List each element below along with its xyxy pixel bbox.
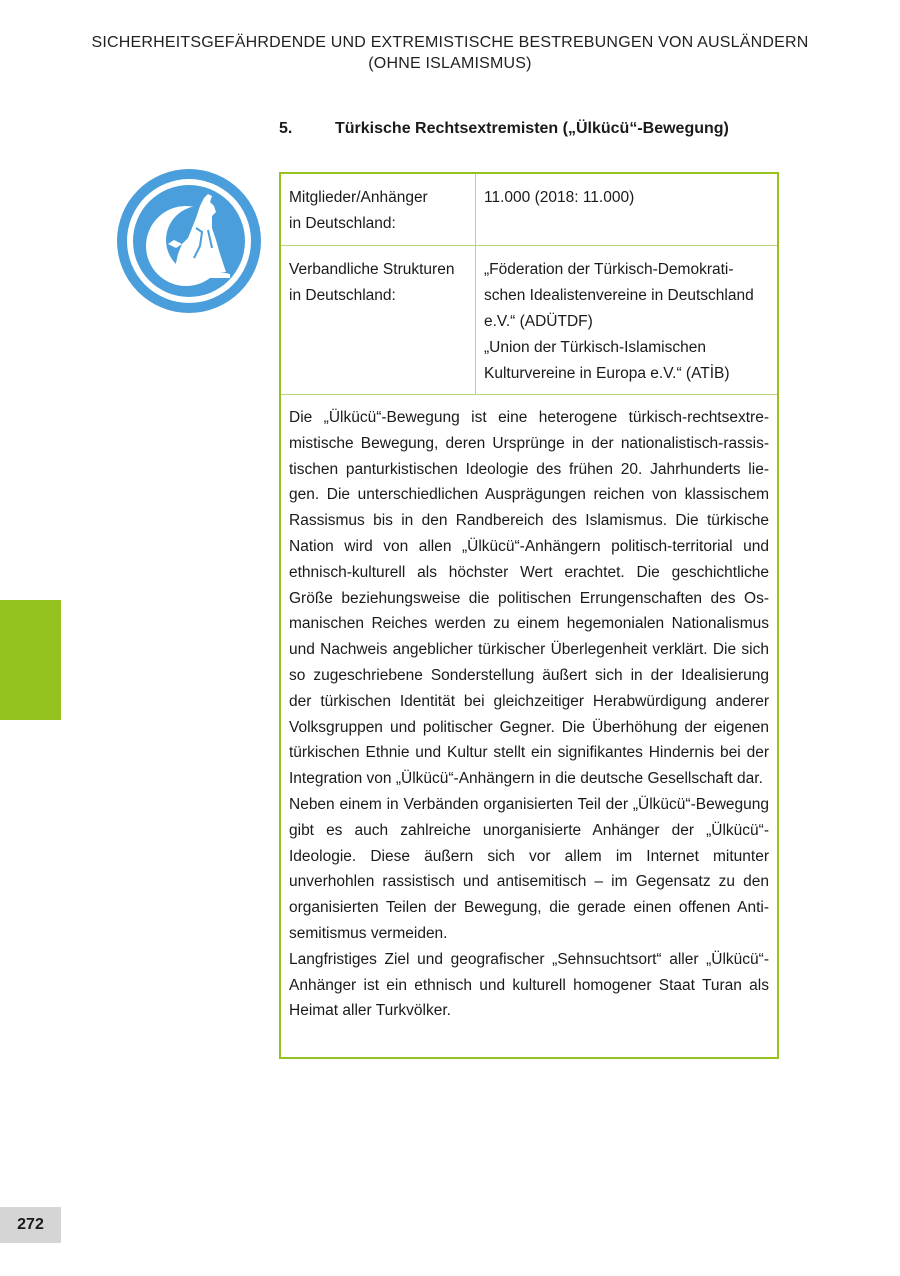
running-header — [0, 32, 900, 74]
value-line: schen Idealistenvereine in Deutschland — [484, 287, 754, 304]
running-header-line-2: (OHNE ISLAMISMUS) — [368, 55, 532, 72]
label-line: in Deutschland: — [289, 215, 396, 232]
value-line: 11.000 (2018: 11.000) — [484, 189, 635, 206]
section-number: 5. — [279, 120, 293, 137]
factbox-label-members — [281, 174, 476, 245]
label-line: Mitglieder/Anhänger — [289, 189, 428, 206]
factbox — [279, 172, 779, 1059]
section-title: Türkische Rechtsextremisten („Ülkücü“-Bewegung) — [335, 120, 729, 137]
value-line: „Föderation der Türkisch-Demokrati- — [484, 261, 734, 278]
page-number: 272 — [0, 1207, 61, 1243]
factbox-value-members — [476, 174, 777, 245]
body-paragraph: Die „Ülkücü“-Bewegung ist eine heterogene türkisch-rechtsextremistische Bewegung, deren Ursprünge in der nationalistisch-rassistischen panturkistischen Ideologie des frühen 20. Jahrhunderts liegen. Die unterschiedlichen Ausprägungen reichen von klassischem Rassismus bis in den Randbereich des Islamismus. Die türkische Nation wird von allen „Ülkücü“-Anhängern politisch-territorial und ethnisch-kulturell als höchster Wert erachtet. Die geschichtliche Größe beziehungsweise die politischen Errungenschaften des Osmanischen Reiches werden zu einem hegemonialen Nationalismus und Nachweis angeblicher türkischer Überlegenheit verklärt. Die sich so zugeschriebene Sonderstellung äußert sich in der Idealisierung der türkischen Identität bei gleichzeitiger Herabwürdigung anderer Volksgruppen und politischer Gegner. Die Überhöhung der eigenen türkischen Ethnie und Kultur stellt ein signifikantes Hindernis bei der Integration von „Ülkücü“-Anhängern in die deutsche Gesellschaft dar. — [289, 409, 769, 788]
factbox-row-structures — [281, 246, 777, 395]
grey-wolf-crescent-icon — [116, 168, 262, 314]
body-paragraph: Langfristiges Ziel und geografischer „Sehnsuchtsort“ aller „Ülkücü“-Anhänger ist ein ethnisch und kulturell homogener Staat Turan als Heimat aller Turkvölker. — [289, 950, 769, 1020]
factbox-value-structures — [476, 246, 777, 394]
value-line: Kulturvereine in Europa e.V.“ (ATİB) — [484, 365, 730, 382]
chapter-side-tab — [0, 600, 61, 720]
label-line: in Deutschland: — [289, 287, 396, 304]
value-line: e.V.“ (ADÜTDF) — [484, 313, 593, 330]
section-heading — [279, 120, 729, 138]
running-header-line-1: SICHERHEITSGEFÄHRDENDE UND EXTREMISTISCHE BESTREBUNGEN VON AUSLÄNDERN — [91, 34, 809, 51]
value-line: „Union der Türkisch-Islamischen — [484, 339, 706, 356]
body-paragraph: Neben einem in Verbänden organisierten Teil der „Ülkücü“-Bewegung gibt es auch zahlreiche unorganisierte Anhänger der „Ülkücü“-Ideologie. Diese äußern sich vor allem im Internet mitunter unverhohlen rassistisch und antisemitisch – im Gegensatz zu den organisierten Teilen der Bewegung, die gerade einen offenen Antisemitismus vermeiden. — [289, 795, 769, 942]
factbox-body-text — [281, 395, 777, 1024]
factbox-row-members — [281, 174, 777, 246]
label-line: Verbandliche Strukturen — [289, 261, 455, 278]
factbox-label-structures — [281, 246, 476, 394]
